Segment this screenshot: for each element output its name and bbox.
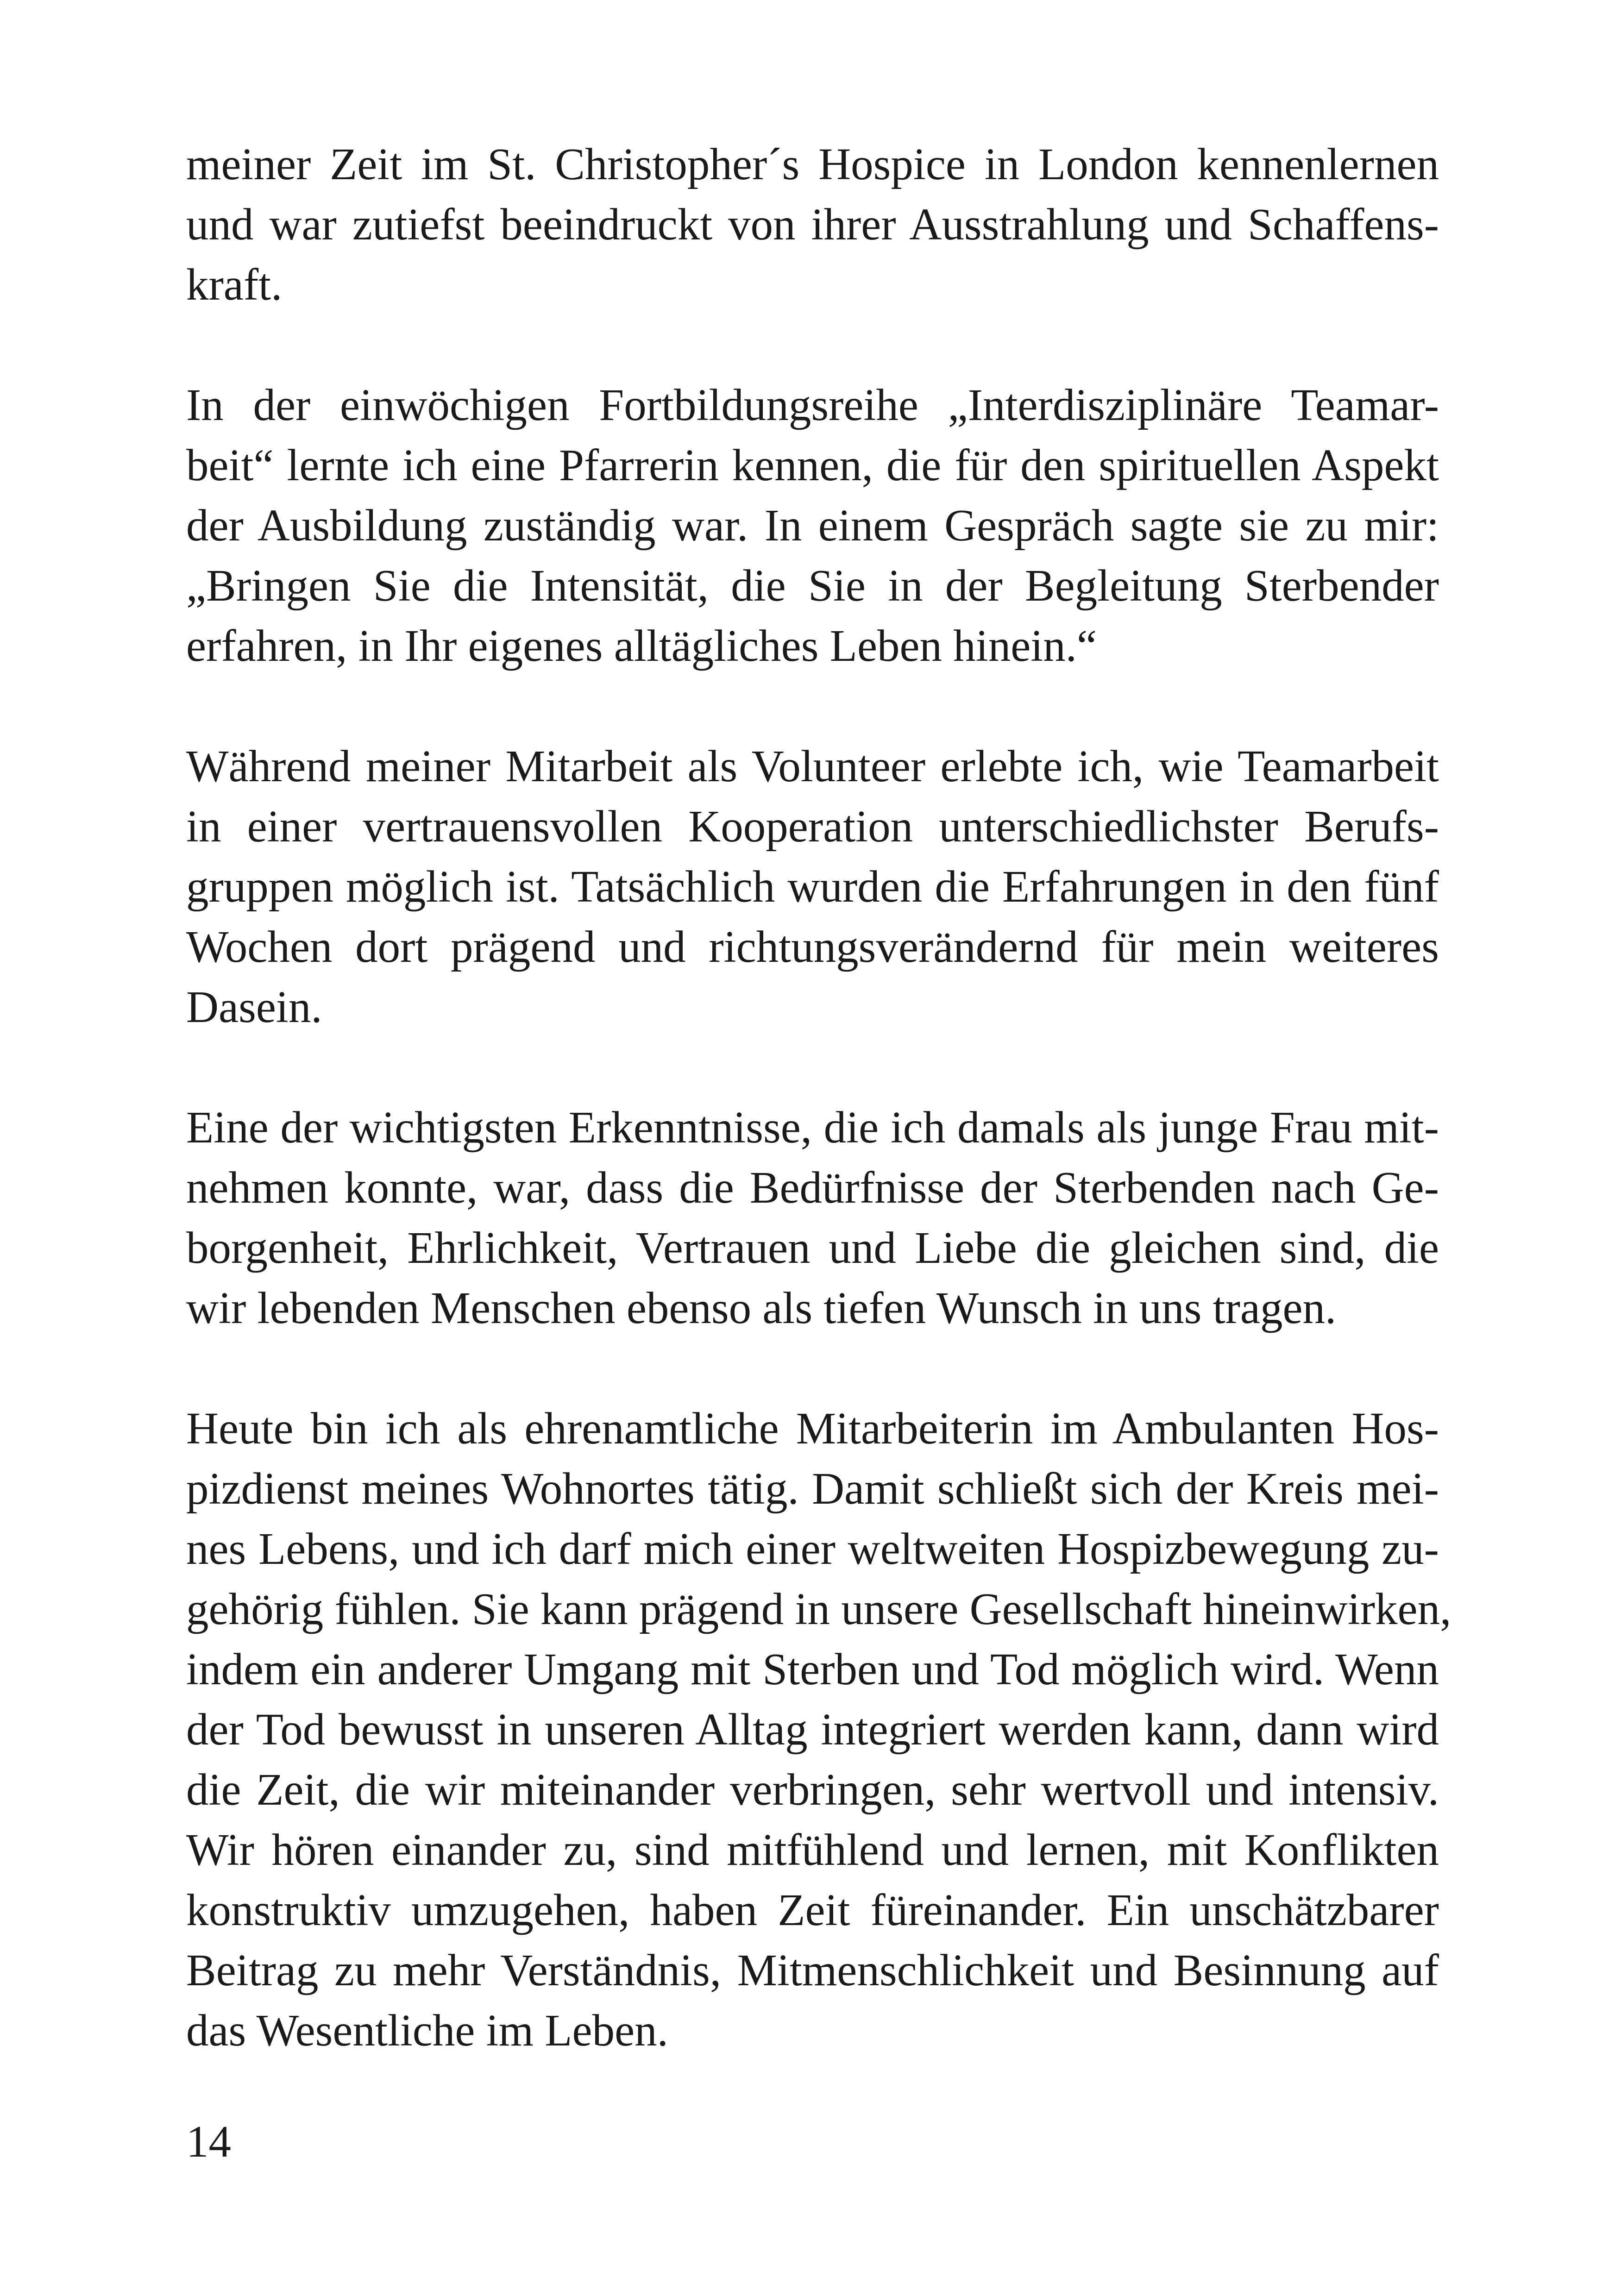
text-line: der Ausbildung zuständig war. In einem Gespräch sagte sie zu mir: bbox=[186, 501, 1439, 550]
text-line: In der einwöchigen Fortbildungsreihe „Interdisziplinäre Teamar- bbox=[186, 380, 1439, 430]
text-line: Wir hören einander zu, sind mitfühlend und lernen, mit Konflikten bbox=[186, 1825, 1439, 1875]
text-line: Beitrag zu mehr Verständnis, Mitmenschlichkeit und Besinnung auf bbox=[186, 1945, 1439, 1995]
text-line: kraft. bbox=[186, 260, 283, 309]
text-line: konstruktiv umzugehen, haben Zeit füreinander. Ein unschätzbarer bbox=[186, 1885, 1439, 1935]
paragraph-3 bbox=[186, 736, 1439, 1037]
text-line: gehörig fühlen. Sie kann prägend in unsere Gesellschaft hineinwirken, bbox=[186, 1584, 1451, 1634]
text-line: gruppen möglich ist. Tatsächlich wurden die Erfahrungen in den fünf bbox=[186, 862, 1439, 911]
body-text bbox=[186, 134, 1451, 2121]
text-line: nehmen konnte, war, dass die Bedürfnisse der Sterbenden nach Ge- bbox=[186, 1163, 1439, 1212]
text-line: meiner Zeit im St. Christopher´s Hospice in London kennenlernen bbox=[186, 139, 1439, 189]
paragraph-1 bbox=[186, 134, 1439, 315]
text-line: der Tod bewusst in unseren Alltag integriert werden kann, dann wird bbox=[186, 1705, 1439, 1754]
text-line: Wochen dort prägend und richtungsverändernd für mein weiteres bbox=[186, 922, 1439, 972]
text-line: beit“ lernte ich eine Pfarrerin kennen, die für den spirituellen Aspekt bbox=[186, 440, 1439, 490]
text-line: nes Lebens, und ich darf mich einer weltweiten Hospizbewegung zu- bbox=[186, 1524, 1439, 1574]
paragraph-5 bbox=[186, 1399, 1451, 2061]
text-line: die Zeit, die wir miteinander verbringen, sehr wertvoll und intensiv. bbox=[186, 1765, 1439, 1814]
text-line: in einer vertrauensvollen Kooperation unterschiedlichster Berufs- bbox=[186, 802, 1439, 851]
paragraph-4 bbox=[186, 1098, 1439, 1338]
text-line: indem ein anderer Umgang mit Sterben und Tod möglich wird. Wenn bbox=[186, 1644, 1439, 1694]
text-line: erfahren, in Ihr eigenes alltägliches Leben hinein.“ bbox=[186, 621, 1097, 671]
text-line: Eine der wichtigsten Erkenntnisse, die ich damals als junge Frau mit- bbox=[186, 1103, 1439, 1152]
text-line: pizdienst meines Wohnortes tätig. Damit schließt sich der Kreis mei- bbox=[186, 1464, 1439, 1513]
text-line: Heute bin ich als ehrenamtliche Mitarbeiterin im Ambulanten Hos- bbox=[186, 1404, 1439, 1453]
text-line: Dasein. bbox=[186, 982, 322, 1032]
text-line: borgenheit, Ehrlichkeit, Vertrauen und Liebe die gleichen sind, die bbox=[186, 1223, 1439, 1273]
text-line: Während meiner Mitarbeit als Volunteer erlebte ich, wie Teamarbeit bbox=[186, 741, 1439, 791]
text-line: das Wesentliche im Leben. bbox=[186, 2006, 668, 2055]
text-line: und war zutiefst beeindruckt von ihrer Ausstrahlung und Schaffens- bbox=[186, 200, 1439, 249]
text-line: wir lebenden Menschen ebenso als tiefen Wunsch in uns tragen. bbox=[186, 1283, 1337, 1333]
paragraph-2 bbox=[186, 375, 1439, 676]
text-line: „Bringen Sie die Intensität, die Sie in der Begleitung Sterbender bbox=[186, 561, 1439, 610]
page-number: 14 bbox=[186, 2117, 231, 2166]
